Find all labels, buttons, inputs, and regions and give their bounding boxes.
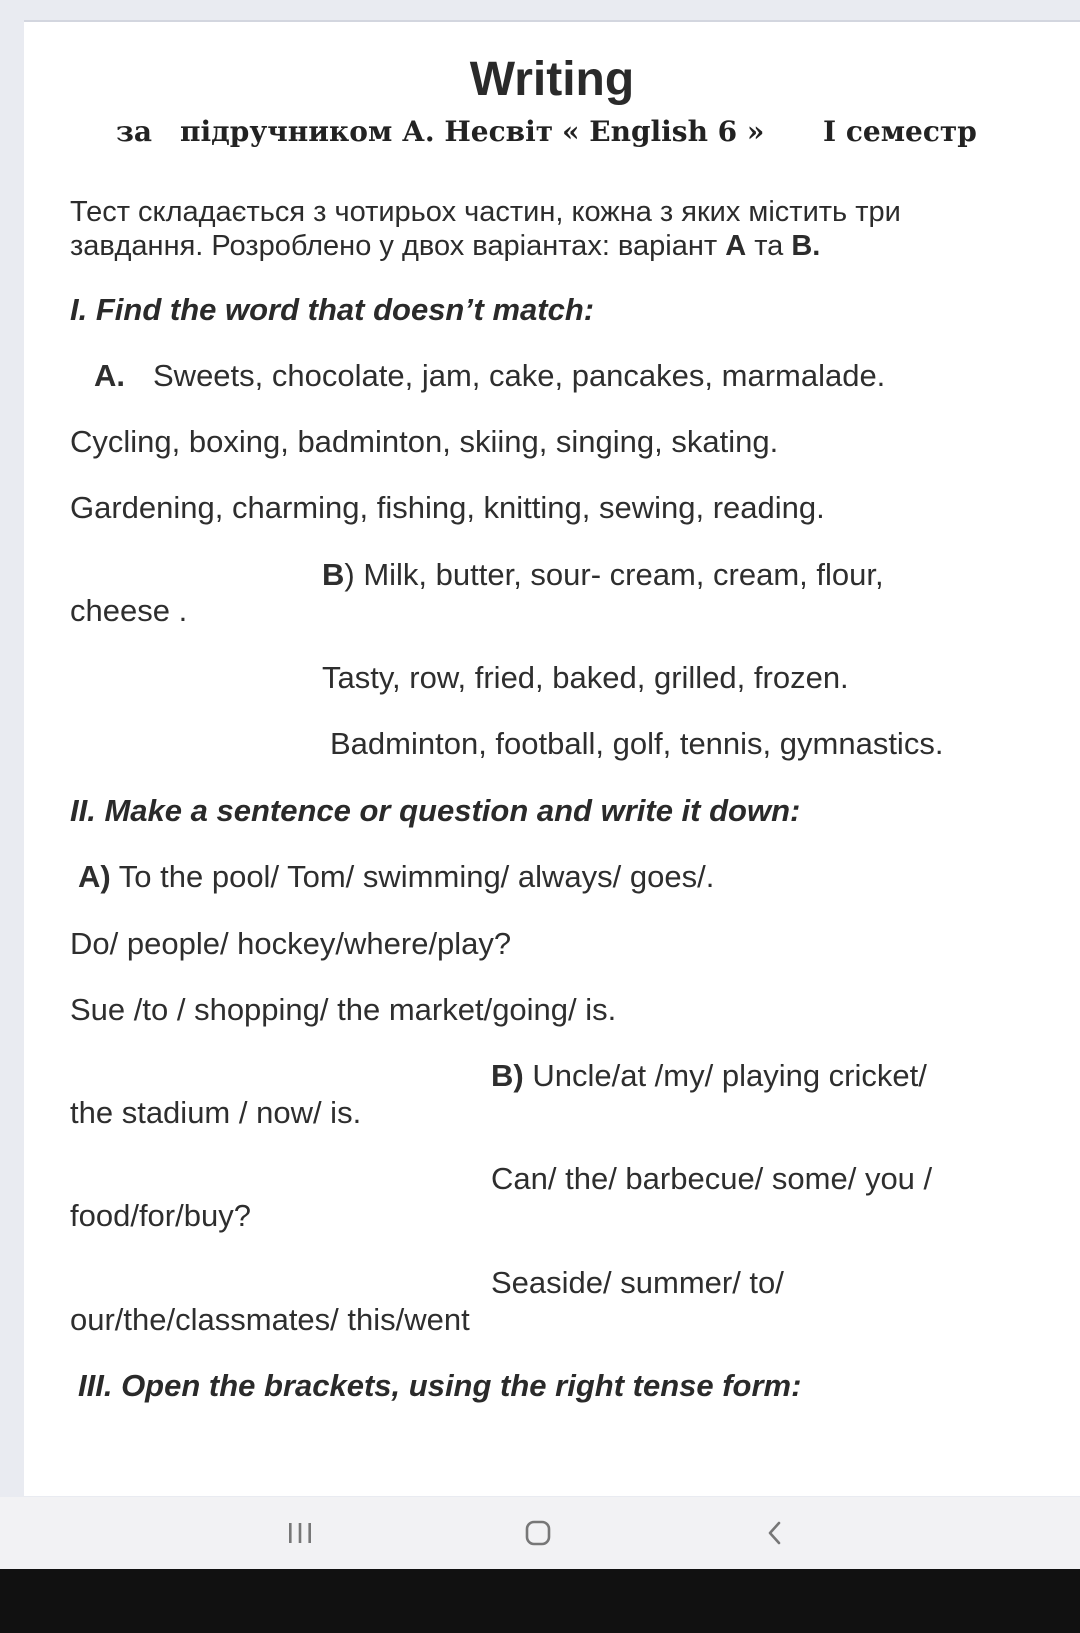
- s2-b-item-3: Seaside/ summer/ to/: [491, 1265, 784, 1300]
- intro-variant-a: А: [725, 230, 747, 262]
- section-2-heading: II. Make a sentence or question and write it down:: [70, 793, 801, 828]
- document-page[interactable]: [24, 22, 1080, 1496]
- s1-b-item-2: Tasty, row, fried, baked, grilled, frozen.: [322, 660, 849, 695]
- s2-b-item-1-continued: the stadium / now/ is.: [70, 1095, 362, 1130]
- s2-a-item-1-text: To the pool/ Tom/ swimming/ always/ goes/.: [110, 859, 715, 894]
- s2-a-item-1: [78, 859, 714, 895]
- recent-apps-icon: [287, 1521, 313, 1545]
- intro-line-2: [70, 229, 820, 263]
- section-1-heading: I. Find the word that doesn’t match:: [70, 292, 595, 327]
- s2-b-item-2-continued: food/for/buy?: [70, 1198, 251, 1233]
- s1-a-label: A.: [94, 358, 125, 393]
- home-button[interactable]: [498, 1497, 578, 1569]
- s2-a-item-3: Sue /to / shopping/ the market/going/ is.: [70, 992, 617, 1027]
- s1-a-item-1: [94, 358, 885, 394]
- subtitle-book-name: « English 6 »: [562, 115, 765, 148]
- s1-b-item-1-continued: cheese .: [70, 593, 188, 628]
- s1-b-item-3: Badminton, football, golf, tennis, gymnastics.: [330, 726, 944, 761]
- subtitle-textbook: підручником А. Несвіт: [180, 115, 554, 148]
- s1-a-item-3: Gardening, charming, fishing, knitting, sewing, reading.: [70, 490, 825, 525]
- subtitle-semester: І семестр: [823, 115, 977, 148]
- s1-b-label: B: [322, 557, 345, 592]
- subtitle-za: за: [116, 115, 153, 148]
- s2-b-label: B): [491, 1058, 524, 1093]
- s2-b-item-1: [491, 1058, 927, 1094]
- back-icon: [764, 1519, 786, 1547]
- s2-a-label: A): [78, 859, 111, 894]
- home-icon: [524, 1519, 552, 1547]
- s2-b-item-2: Can/ the/ barbecue/ some/ you /: [491, 1161, 933, 1196]
- page-title: Writing: [469, 53, 635, 106]
- s1-a-item-2: Cycling, boxing, badminton, skiing, singing, skating.: [70, 424, 779, 459]
- recent-apps-button[interactable]: [260, 1497, 340, 1569]
- s2-a-item-2: Do/ people/ hockey/where/play?: [70, 926, 512, 961]
- s2-b-item-3-continued: our/the/classmates/ this/went: [70, 1302, 470, 1337]
- intro-line-1: Тест складається з чотирьох частин, кожна з яких містить три: [70, 196, 901, 228]
- back-button[interactable]: [735, 1497, 815, 1569]
- intro-line-2-text: завдання. Розроблено у двох варіантах: варіант: [70, 230, 726, 262]
- s2-b-item-1-text: Uncle/at /my/ playing cricket/: [523, 1058, 927, 1093]
- intro-variant-b: В.: [791, 230, 821, 262]
- s1-a-item-1-text: Sweets, chocolate, jam, cake, pancakes, marmalade.: [153, 358, 886, 393]
- section-3-heading: III. Open the brackets, using the right tense form:: [78, 1368, 802, 1403]
- system-navigation-bar: [0, 1497, 1080, 1569]
- bottom-black-bar: [0, 1569, 1080, 1633]
- s1-b-item-1: [322, 557, 884, 593]
- s1-b-item-1-text: ) Milk, butter, sour- cream, cream, flour,: [344, 557, 884, 592]
- intro-conjunction: та: [746, 230, 792, 262]
